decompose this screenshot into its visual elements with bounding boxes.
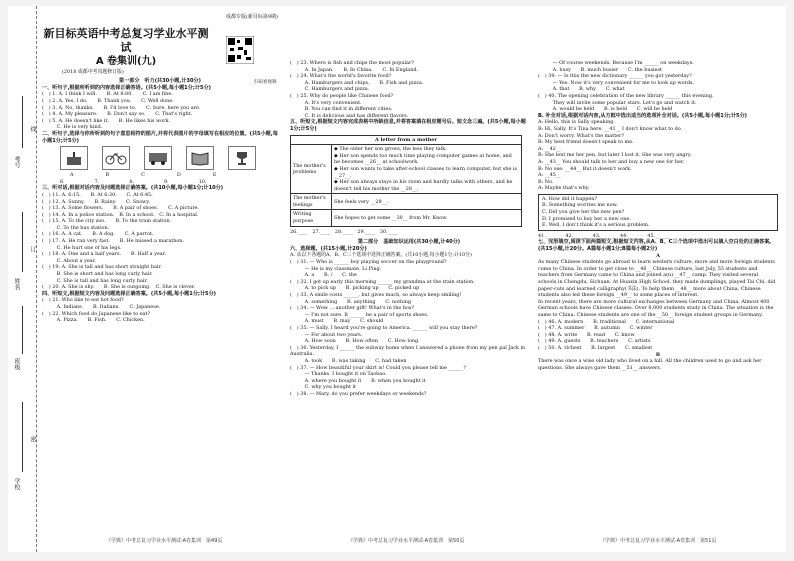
question-34-options: A. must B. may C. should (290, 318, 384, 325)
question-34: ( ) 34. — Wow ... another gift! What's in the box? (290, 305, 415, 312)
answer-blank[interactable]: 8. (129, 178, 135, 185)
exam-page (8, 6, 786, 552)
dialogue-line: B: She lent me her pen, but later I lost it. She was very angry. (538, 152, 692, 159)
question-15-option-c: C. To the bus station. (42, 224, 110, 231)
fold-word: 订 (29, 246, 36, 252)
part-2-heading: 第二部分 基础知识运用(共30小题,计40分) (357, 239, 461, 246)
question-32: ( ) 32. I got up early this morning ______ my grandma at the train station. (290, 278, 475, 285)
question-40-options: A. would be held B. is held C. will be held (538, 106, 673, 113)
question-37: ( ) 37. — How beautiful your skirt is! Could you please tell me ______? (290, 364, 466, 371)
cake-icon (60, 146, 88, 170)
options-box (538, 194, 778, 231)
dialogue-line: A: Hello, this is Sally speaking. (538, 119, 615, 126)
answer-blanks-26-30[interactable]: 26.____ 27.____ 28.____ 29.____ 30.____ (290, 228, 398, 235)
letter-table (290, 135, 522, 227)
question-40-note: They will invite some popular stars. Let's go and watch it. (538, 99, 697, 106)
qr-code-icon[interactable] (226, 36, 254, 64)
bicycle-icon (102, 146, 130, 170)
question-17: ( ) 17. A. He ran very fast. B. He missed a marathon. (42, 238, 185, 245)
table-line: ◆ Her son spends too much time playing computer games at home, and he becomes __26__ at schoolwork. (334, 152, 512, 166)
passage-a-paragraph: In recent years, there are more cultural exchanges between Germany and China. Almost 400 German schools have Chinese classes. Over 8,000 students study in China. The situation is the same to China. Chinese students are one of the __50__ foreign student groups in Germany. (538, 298, 774, 318)
question-38-reply: — Of course weekends. Because I'm ______ on weekdays. (538, 60, 694, 66)
answer-blank[interactable]: 7. (94, 178, 100, 185)
column-2 (290, 60, 528, 398)
edition-note: (2018 成都中考真题修订版) (62, 68, 124, 75)
name-label: 姓名 (13, 278, 20, 290)
question-17-option-c: C. He hurt one of his legs. (42, 244, 122, 251)
section-b-instruction: B. 补全对话,根据对话内容,从方框中选出适当的选项补全对话。(共5小题,每小题1分;计5分) (538, 112, 748, 119)
section-4-instruction: 四、听短文,根据短文内容及问题选择正确答案。(共5小题,每小题1分;计5分) (42, 290, 217, 297)
train-icon (144, 146, 172, 170)
question-32-options: A. to pick up B. picking up C. picked up (290, 285, 420, 292)
dialogue-line: A: Maybe that's why. (538, 185, 590, 192)
table-row-label: Writing purpose (291, 210, 332, 226)
question-46: ( ) 46. A. modern B. traditional C. international (538, 318, 675, 325)
table-heading: A letter from a mother (291, 135, 522, 145)
section-7-instruction: 七、完形填空,阅读下面两篇短文,根据短文内容,从A、B、C三个选项中选出可以填入空白处的正确答案。(共15小题,计20分。A篇每小题1分;B篇每小题2分) (538, 239, 775, 253)
question-20: ( ) 20. A. She is shy. B. She is outgoing. C. She is clever. (42, 284, 196, 291)
question-39: ( ) 39. — Is this the new dictionary ______ you got yesterday? (538, 73, 692, 80)
question-47: ( ) 47. A. summer B. autumn C. winter (538, 325, 653, 332)
question-11: ( ) 11. A. 6:15. B. At 6:30. C. At 6:45. (42, 191, 153, 198)
table-cell: She hopes to get some __30__ from Mr. Know. (332, 210, 522, 226)
question-39-options: A. that B. why C. what (538, 86, 625, 93)
question-37-options: A. where you bought it B. when you bought it (290, 377, 426, 384)
table-cell: She feels very __29__. (332, 194, 522, 210)
picture-letter: B (105, 172, 110, 179)
question-36-options: A. took B. was taking C. had taken (290, 357, 407, 364)
question-36: ( ) 36. Yesterday, I ______ the subway home when I answered a phone from my pen pal Jack in Australia. (290, 344, 526, 358)
question-16: ( ) 16. A. A cat. B. A dog. C. A parrot. (42, 231, 154, 238)
passage-b-paragraph: There was once a wise old lady who lived on a hill. All the children used to go and ask her questions. She always gave them __51__ answers. (538, 358, 762, 371)
passage-b-label: B (655, 351, 661, 358)
dialogue-line: B: No. (538, 178, 554, 185)
question-19-option-c: C. She is tall and has long curly hair. (42, 277, 148, 284)
name-line (22, 96, 23, 148)
question-3: ( ) 3. A. No, thanks. B. I'd love to. C. Sure, here you are. (42, 104, 201, 111)
picture-letter: D (176, 172, 181, 179)
question-5-option-c: C. He is very kind. (42, 124, 103, 131)
binding-margin (8, 6, 37, 552)
question-50: ( ) 50. A. richest B. largest C. smallest (538, 344, 653, 351)
picture-letter: A (70, 172, 74, 179)
section-5-instruction: 五、听短文,根据短文内容完成表格中所缺信息,并将答案填在相应题号后。短文念三遍。(共5小题,每小题1分;计5分) (290, 119, 526, 132)
table-cell (332, 145, 522, 194)
table-row-label: The mother's feelings (291, 194, 332, 210)
question-19-option-b: B. She is short and has long curly hair. (42, 271, 153, 278)
section-2-instruction: 二、听句子,选择与你所听到的句子意思相符的图片,并将代表图片的字母填写在相应的位置。(共5小题,每小题1分;计5分) (42, 130, 278, 144)
page-footer: 《学典》中考总复习学业水平测试·A卷集训 第49页 (106, 538, 223, 544)
question-33: ( ) 33. A smile costs ______, but gives much, so always keep smiling! (290, 292, 462, 298)
page-footer: 《学典》中考总复习学业水平测试·A卷集训 第50页 (348, 538, 465, 544)
table-row-label: The mother's problems (291, 145, 332, 194)
question-23-options: A. In Japan. B. In China. C. In England. (290, 66, 419, 73)
question-21: ( ) 21. Who like to eat hot food? (42, 297, 124, 304)
question-18-option-c: C. About a year. (42, 257, 97, 264)
dialogue-line: B: No use. __44__ But it doesn't work. (538, 165, 632, 172)
name-line (22, 402, 23, 472)
question-13: ( ) 13. A. Some flowers. B. A pair of shoes. C. A picture. (42, 205, 200, 212)
question-24-options: A. Hamburgers and chips. B. Fish and pizza. (290, 79, 424, 86)
column-1 (42, 6, 278, 324)
table-line: ◆ The older her son grows, the less they talk. (334, 146, 447, 153)
option-item: B. Something worries me now. (542, 202, 618, 209)
question-49: ( ) 49. A. guests B. teachers C. artists (538, 338, 651, 345)
question-34-reply: — I'm not sure. It ______ be a pair of sports shoes. (290, 311, 429, 318)
question-48: ( ) 48. A. write B. read C. know (538, 331, 635, 338)
picture-letters (70, 172, 278, 179)
question-33-options: A. something B. anything C. nothing (290, 298, 412, 305)
name-line (22, 306, 23, 354)
question-23: ( ) 23. Where is fish and chips the most popular? (290, 60, 414, 66)
question-37-option-c: C. why you bought it (290, 384, 356, 391)
question-15: ( ) 15. A. To the city zoo. B. To the train station. (42, 218, 172, 225)
question-12: ( ) 12. A. Sunny. B. Rainy. C. Snowy. (42, 198, 151, 205)
name-line (22, 212, 23, 272)
sub-title: A 卷集训(九) (95, 55, 157, 67)
question-19: ( ) 19. A. She is tall and has short straight hair. (42, 264, 162, 271)
exam-no-label: 考号 (13, 156, 20, 168)
answer-blank[interactable]: 10. (198, 178, 207, 185)
question-24-option-c: C. Hamburgers and pizza. (290, 86, 370, 93)
answer-blanks-41-45[interactable]: 41.______ 42.______ 43.______ 44.______ 45.______ (538, 232, 670, 239)
class-label: 班级 (13, 358, 20, 370)
passage-a-label: A (656, 252, 660, 259)
picture-letter: E (212, 172, 217, 179)
question-31-reply: — He is my classmate, Li Ping. (290, 265, 382, 272)
answer-blank[interactable]: 9. (164, 178, 169, 185)
question-38: ( ) 38. — Mary, do you prefer weekdays or weekends? (290, 390, 427, 397)
dialogue-line: A: __42__ (538, 145, 561, 152)
dialogue-line: B: Hi, Sally. It's Tina here. __41__ I don't know what to do. (538, 125, 683, 132)
table-line: ◆ Her son wants to take after-school classes to learn computer, but she is __27__. (334, 165, 517, 179)
picture-letter: C (141, 172, 145, 179)
question-1: ( ) 1. A. I think I will. B. At 8:00. C. I am fine. (42, 91, 173, 98)
question-5: ( ) 5. A. He doesn't like it. B. He likes his work. (42, 117, 170, 124)
question-38-options: A. busy B. much busier C. the busiest (538, 66, 662, 73)
section-6-heading: 六、选择题。(共15小题,计20分) (290, 245, 367, 252)
line-word: 线 (29, 126, 36, 132)
question-39-reply: — Yes. Now it's very convenient for me to look up words. (538, 79, 695, 86)
section-6-instruction: A. 从以下各题的A、B、C三个选项中选择正确答案。(共10小题,每小题1分;计10分) (290, 252, 472, 259)
dialogue-line: A: __43__ You should talk to her and buy a new one for her. (538, 158, 685, 165)
table-line: ◆ Her son always stays in his room and hardly talks with others, and he doesn't tell his mother the __28__. (334, 179, 513, 192)
option-item: C. Did you give her the new pen? (542, 209, 625, 216)
section-3-instruction: 三、听对话,根据对话内容及问题选择正确答案。(共10小题,每小题1分;计10分) (42, 185, 224, 192)
answer-blank[interactable]: 6. (60, 178, 65, 185)
question-25: ( ) 25. Why do people like Chinese food? (290, 92, 394, 99)
question-24: ( ) 24. What's the world's favorite food? (290, 73, 392, 80)
dialogue-line: B: My best friend doesn't speak to me. (538, 139, 634, 146)
question-35-options: A. How soon B. How often C. How long (290, 338, 419, 345)
seal-word: 密 (29, 436, 36, 442)
question-35: ( ) 35. — Sally, I heard you're going to America. ______ will you stay there? (290, 324, 478, 331)
page-footer: 《学典》中考总复习学业水平测试·A卷集训 第51页 (600, 538, 717, 544)
question-4: ( ) 4. A. My pleasure. B. Don't say so. C. That's right. (42, 111, 193, 118)
trophy-icon (228, 146, 256, 170)
picture-row (60, 146, 278, 170)
question-22: ( ) 22. Which food do Japanese like to eat? (42, 310, 151, 317)
question-22-options: A. Pizza. B. Fish. C. Chicken. (42, 317, 145, 324)
option-item: A. How did it happen? (542, 195, 598, 202)
edition-tag: 成都专版(新目标第9期) (225, 14, 278, 20)
question-14: ( ) 14. A. In a police station. B. In a school. C. In a hospital. (42, 211, 199, 218)
question-31: ( ) 31. — Who is ______ boy playing soccer on the playground? (290, 259, 447, 266)
section-1-instruction: 一、听句子,根据所听到的内容选择正确答语。(共5小题,每小题1分;计5分) (42, 84, 211, 91)
part-1-heading: 第一部分 听力(共30小题,计30分) (119, 78, 201, 85)
question-25-option-a: A. It's very convenient. (290, 99, 362, 106)
question-35-reply: — For about two years. (290, 331, 363, 338)
dialogue-line: A: __45__ (538, 172, 561, 179)
question-40: ( ) 40. The opening celebration of the new library ______ this evening. (538, 92, 714, 99)
column-3 (538, 60, 778, 371)
passage-a-paragraph: As many Chinese students go abroad to learn western culture, more and more foreign students come to China. In order to get close to __46__ Chinese culture, last July, 55 students and teachers from Germany came to China and joined a(n) __47__ camp. They visited several schools in Chengdu, Sichuan. At Huaxin High School, they made dumplings, played Tai Chi, did paper-cuts and learned calligraphy(书法). To help them __48__ more about China, Chinese students also led these foreign __49__ to some places of interest. (538, 259, 776, 299)
option-item: E. Well, I don't think it's a serious problem. (542, 222, 650, 229)
question-25-option-c: C. It is delicious and has different flavors. (290, 112, 409, 119)
question-18: ( ) 18. A. One and a half years. B. Half a year. (42, 251, 167, 258)
book-icon (186, 146, 214, 170)
dialogue-line: A: Don't worry. What's the matter? (538, 132, 625, 139)
qr-caption: 扫码看视频 (254, 80, 277, 85)
option-item: D. I promised to buy her a new one. (542, 215, 631, 222)
question-37-reply: — Thanks. I bought it on Taobao. (290, 371, 387, 378)
question-31-options: A. a B. / C. the (290, 272, 357, 279)
question-25-option-b: B. You can find it in different cities. (290, 106, 393, 113)
school-label: 学校 (13, 478, 20, 490)
question-2: ( ) 2. A. Yes, I do. B. Thank you. C. Well done. (42, 97, 174, 104)
main-title: 新目标英语中考总复习学业水平测试 (43, 26, 209, 54)
question-21-options: A. Indians. B. Italians. C. Japanese. (42, 304, 161, 310)
